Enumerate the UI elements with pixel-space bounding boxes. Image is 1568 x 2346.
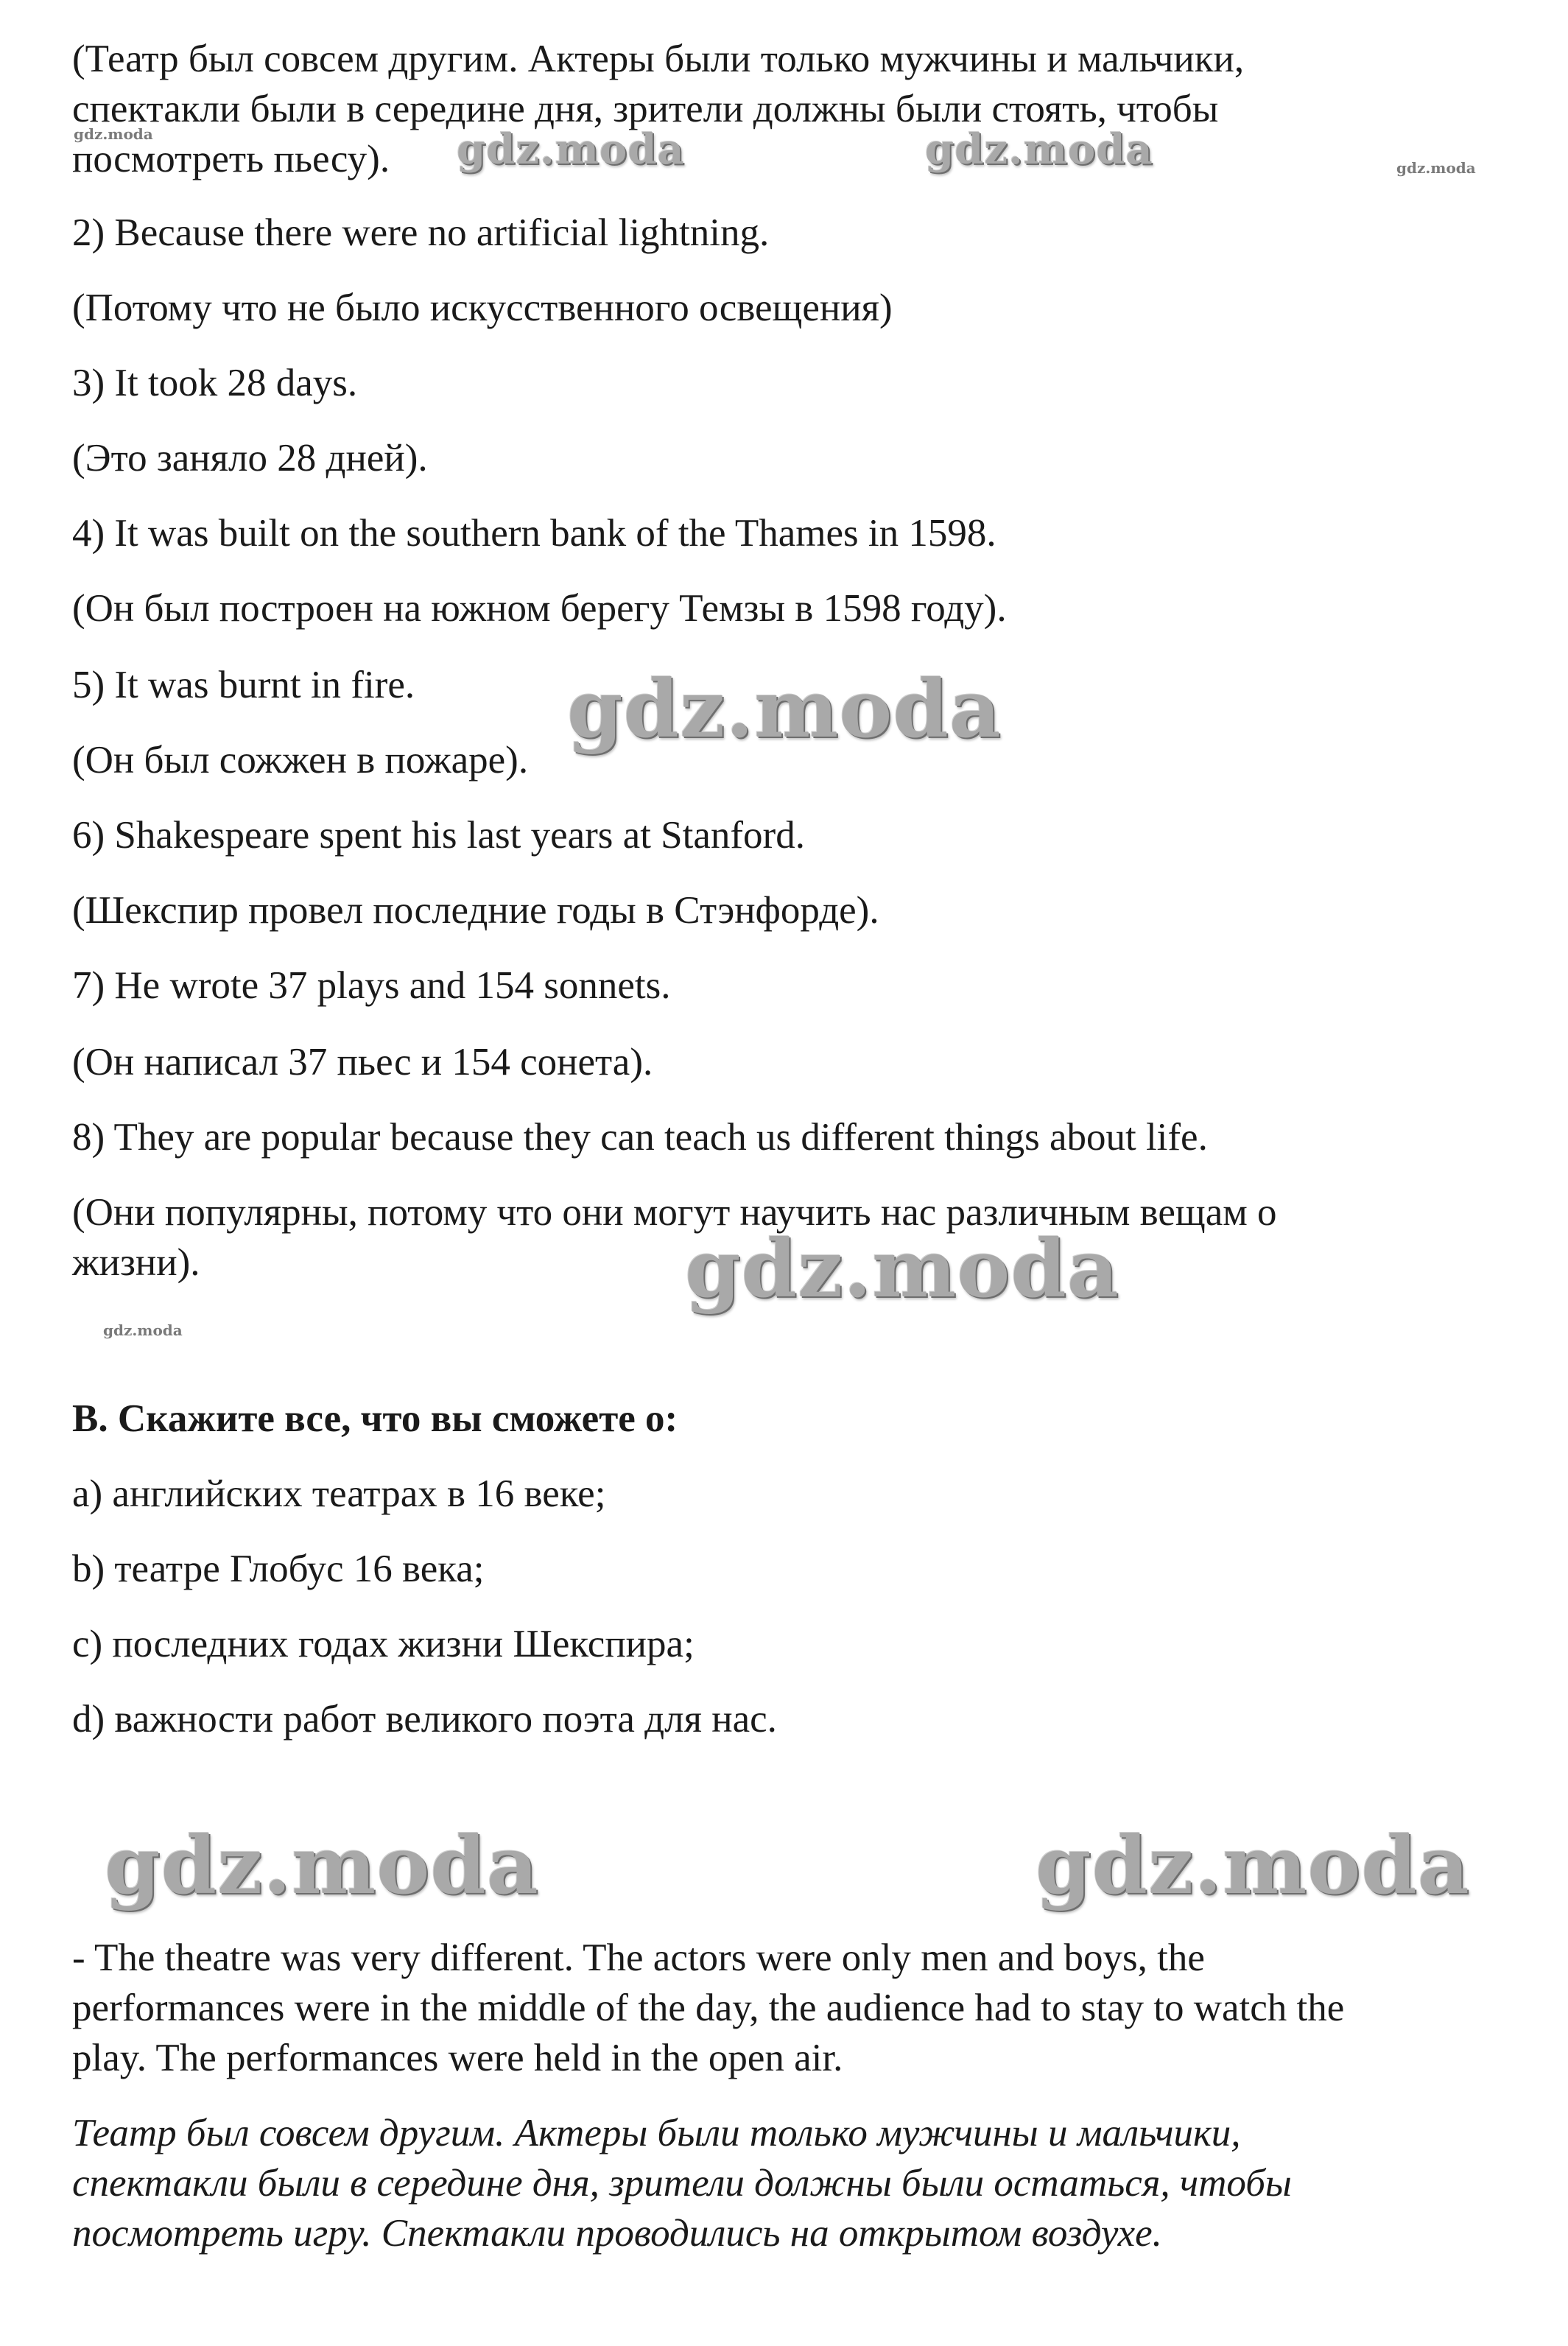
- section-b-heading: B. Скажите все, что вы сможете о:: [72, 1397, 678, 1440]
- answer-ru-line-2: спектакли были в середине дня, зрители должны были остаться, чтобы: [72, 2162, 1292, 2205]
- answer-8-ru-line-2: жизни).: [72, 1241, 200, 1284]
- section-b-item-d: d) важности работ великого поэта для нас.: [72, 1698, 777, 1741]
- answer-ru-line-3: посмотреть игру. Спектакли проводились на открытом воздухе.: [72, 2212, 1162, 2255]
- answer-7-ru: (Он написал 37 пьес и 154 сонета).: [72, 1041, 653, 1084]
- watermark-medium-1: gdz.moda: [457, 125, 685, 174]
- answer-3-ru: (Это заняло 28 дней).: [72, 437, 428, 480]
- watermark-large-2: gdz.moda: [685, 1223, 1119, 1316]
- answer-en-line-3: play. The performances were held in the open air.: [72, 2037, 843, 2079]
- answer-5-en: 5) It was burnt in fire.: [72, 664, 415, 706]
- answer-6-ru: (Шекспир провел последние годы в Стэнфорде).: [72, 889, 879, 932]
- answer-2-en: 2) Because there were no artificial lightning.: [72, 211, 770, 254]
- answer-4-ru: (Он был построен на южном берегу Темзы в 1598 году).: [72, 587, 1007, 630]
- answer-8-en: 8) They are popular because they can teach us different things about life.: [72, 1116, 1208, 1159]
- section-b-item-c: c) последних годах жизни Шекспира;: [72, 1623, 695, 1665]
- answer-4-en: 4) It was built on the southern bank of the Thames in 1598.: [72, 512, 996, 555]
- answer-en-line-2: performances were in the middle of the day, the audience had to stay to watch the: [72, 1987, 1345, 2029]
- answer-3-en: 3) It took 28 days.: [72, 362, 358, 404]
- watermark-small-1: gdz.moda: [74, 125, 153, 143]
- watermark-small-2: gdz.moda: [1396, 159, 1476, 177]
- answer-en-line-1: - The theatre was very different. The actors were only men and boys, the: [72, 1936, 1205, 1979]
- section-b-item-b: b) театре Глобус 16 века;: [72, 1548, 485, 1590]
- watermark-small-3: gdz.moda: [103, 1321, 183, 1339]
- top-block-line-1: (Театр был совсем другим. Актеры были только мужчины и мальчики,: [72, 38, 1245, 80]
- top-block-line-2: спектакли были в середине дня, зрители должны были стоять, чтобы: [72, 88, 1219, 130]
- watermark-large-1: gdz.moda: [567, 663, 1002, 756]
- answer-2-ru: (Потому что не было искусственного освещения): [72, 287, 893, 329]
- watermark-medium-2: gdz.moda: [925, 125, 1153, 174]
- section-b-item-a: a) английских театрах в 16 веке;: [72, 1472, 606, 1515]
- answer-5-ru: (Он был сожжен в пожаре).: [72, 739, 529, 782]
- watermark-large-4: gdz.moda: [1036, 1819, 1470, 1912]
- answer-7-en: 7) He wrote 37 plays and 154 sonnets.: [72, 964, 671, 1007]
- top-block-line-3: посмотреть пьесу).: [72, 138, 390, 180]
- answer-8-ru-line-1: (Они популярны, потому что они могут научить нас различным вещам о: [72, 1191, 1277, 1234]
- watermark-large-3: gdz.moda: [105, 1819, 539, 1912]
- answer-ru-line-1: Театр был совсем другим. Актеры были только мужчины и мальчики,: [72, 2112, 1241, 2154]
- answer-6-en: 6) Shakespeare spent his last years at Stanford.: [72, 814, 805, 857]
